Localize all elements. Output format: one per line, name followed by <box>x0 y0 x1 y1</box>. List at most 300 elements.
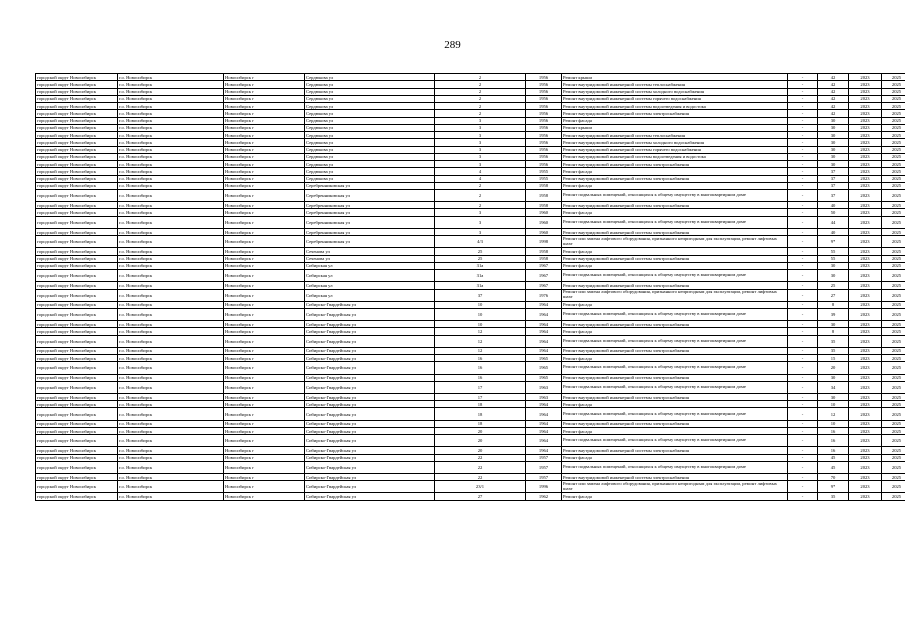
city-cell: Новосибирск г <box>224 182 305 189</box>
house-number-cell: 4 <box>435 175 526 182</box>
volume-cell: 30 <box>818 262 849 269</box>
dash-cell: - <box>788 454 818 461</box>
municipality-cell: городской округ Новосибирск <box>36 447 118 454</box>
municipality-cell: городской округ Новосибирск <box>36 335 118 347</box>
city-cell: Новосибирск г <box>224 328 305 335</box>
volume-cell: 30 <box>818 321 849 328</box>
year-cell: 1964 <box>526 335 562 347</box>
city-cell: Новосибирск г <box>224 255 305 262</box>
volume-cell: 35 <box>818 347 849 354</box>
district-cell: г.о. Новосибирск <box>118 216 224 228</box>
city-cell: Новосибирск г <box>224 301 305 308</box>
house-number-cell: 2 <box>435 74 526 81</box>
volume-cell: 9* <box>818 481 849 493</box>
municipality-cell: городской округ Новосибирск <box>36 308 118 320</box>
district-cell: г.о. Новосибирск <box>118 335 224 347</box>
house-number-cell: 37 <box>435 289 526 301</box>
year-cell: 1964 <box>526 401 562 408</box>
table-row <box>36 301 905 308</box>
end-year-cell: 2025 <box>882 255 905 262</box>
year-cell: 1957 <box>526 474 562 481</box>
table-row <box>36 117 905 124</box>
start-year-cell: 2023 <box>849 74 882 81</box>
year-cell: 1967 <box>526 270 562 282</box>
end-year-cell: 2025 <box>882 139 905 146</box>
city-cell: Новосибирск г <box>224 308 305 320</box>
street-cell: Сибирская ул <box>305 262 435 269</box>
year-cell: 1965 <box>526 355 562 362</box>
dash-cell: - <box>788 362 818 374</box>
start-year-cell: 2023 <box>849 270 882 282</box>
year-cell: 1964 <box>526 420 562 427</box>
work-type-cell: Ремонт фасада <box>562 355 788 362</box>
end-year-cell: 2025 <box>882 175 905 182</box>
volume-cell: 30 <box>818 117 849 124</box>
start-year-cell: 2023 <box>849 408 882 420</box>
dash-cell: - <box>788 435 818 447</box>
street-cell: Сибирско-Гвардейская ул <box>305 408 435 420</box>
street-cell: Сибирско-Гвардейская ул <box>305 493 435 500</box>
table-row <box>36 216 905 228</box>
district-cell: г.о. Новосибирск <box>118 153 224 160</box>
district-cell: г.о. Новосибирск <box>118 161 224 168</box>
house-number-cell: 2 <box>435 110 526 117</box>
house-number-cell: 2 <box>435 202 526 209</box>
city-cell: Новосибирск г <box>224 248 305 255</box>
work-type-cell: Ремонт или замена лифтового оборудования, признанного непригодным для эксплуатации, ремонт лифтовых шахт <box>562 289 788 301</box>
year-cell: 1960 <box>526 216 562 228</box>
house-number-cell: 12 <box>435 347 526 354</box>
district-cell: г.о. Новосибирск <box>118 493 224 500</box>
street-cell: Сибирско-Гвардейская ул <box>305 335 435 347</box>
year-cell: 1996 <box>526 481 562 493</box>
city-cell: Новосибирск г <box>224 355 305 362</box>
volume-cell: 45 <box>818 454 849 461</box>
work-type-cell: Ремонт внутридомовой инженерной системы горячего водоснабжения <box>562 146 788 153</box>
dash-cell: - <box>788 447 818 454</box>
house-number-cell: 12 <box>435 328 526 335</box>
house-number-cell: 17 <box>435 393 526 400</box>
end-year-cell: 2025 <box>882 110 905 117</box>
year-cell: 1956 <box>526 139 562 146</box>
city-cell: Новосибирск г <box>224 321 305 328</box>
house-number-cell: 2 <box>435 182 526 189</box>
municipality-cell: городской округ Новосибирск <box>36 481 118 493</box>
district-cell: г.о. Новосибирск <box>118 308 224 320</box>
table-row <box>36 262 905 269</box>
end-year-cell: 2025 <box>882 493 905 500</box>
start-year-cell: 2023 <box>849 161 882 168</box>
district-cell: г.о. Новосибирск <box>118 81 224 88</box>
district-cell: г.о. Новосибирск <box>118 175 224 182</box>
municipality-cell: городской округ Новосибирск <box>36 474 118 481</box>
work-type-cell: Ремонт подвальных помещений, относящихся к общему имуществу в многоквартирном доме <box>562 381 788 393</box>
city-cell: Новосибирск г <box>224 461 305 473</box>
city-cell: Новосибирск г <box>224 427 305 434</box>
start-year-cell: 2023 <box>849 493 882 500</box>
work-type-cell: Ремонт внутридомовой инженерной системы электроснабжения <box>562 347 788 354</box>
dash-cell: - <box>788 461 818 473</box>
municipality-cell: городской округ Новосибирск <box>36 301 118 308</box>
street-cell: Сердюкова ул <box>305 168 435 175</box>
work-type-cell: Ремонт фасада <box>562 182 788 189</box>
work-type-cell: Ремонт фасада <box>562 168 788 175</box>
work-type-cell: Ремонт внутридомовой инженерной системы электроснабжения <box>562 228 788 235</box>
end-year-cell: 2025 <box>882 461 905 473</box>
volume-cell: 70 <box>818 474 849 481</box>
municipality-cell: городской округ Новосибирск <box>36 228 118 235</box>
house-number-cell: 20 <box>435 427 526 434</box>
city-cell: Новосибирск г <box>224 153 305 160</box>
district-cell: г.о. Новосибирск <box>118 393 224 400</box>
work-type-cell: Ремонт фасада <box>562 209 788 216</box>
city-cell: Новосибирск г <box>224 420 305 427</box>
dash-cell: - <box>788 74 818 81</box>
start-year-cell: 2023 <box>849 374 882 381</box>
city-cell: Новосибирск г <box>224 262 305 269</box>
district-cell: г.о. Новосибирск <box>118 461 224 473</box>
house-number-cell: 3 <box>435 228 526 235</box>
street-cell: Сибирско-Гвардейская ул <box>305 474 435 481</box>
municipality-cell: городской округ Новосибирск <box>36 347 118 354</box>
volume-cell: 37 <box>818 190 849 202</box>
street-cell: Сердюкова ул <box>305 175 435 182</box>
house-number-cell: 31а <box>435 282 526 289</box>
district-cell: г.о. Новосибирск <box>118 420 224 427</box>
start-year-cell: 2023 <box>849 427 882 434</box>
house-number-cell: 2 <box>435 81 526 88</box>
city-cell: Новосибирск г <box>224 289 305 301</box>
work-type-cell: Ремонт внутридомовой инженерной системы электроснабжения <box>562 420 788 427</box>
dash-cell: - <box>788 474 818 481</box>
table-row <box>36 168 905 175</box>
dash-cell: - <box>788 355 818 362</box>
work-type-cell: Ремонт фасада <box>562 454 788 461</box>
start-year-cell: 2023 <box>849 216 882 228</box>
work-type-cell: Ремонт фасада <box>562 427 788 434</box>
dash-cell: - <box>788 408 818 420</box>
dash-cell: - <box>788 175 818 182</box>
dash-cell: - <box>788 270 818 282</box>
volume-cell: 16 <box>818 427 849 434</box>
municipality-cell: городской округ Новосибирск <box>36 88 118 95</box>
street-cell: Сердюкова ул <box>305 103 435 110</box>
street-cell: Сибирско-Гвардейская ул <box>305 321 435 328</box>
street-cell: Сердюкова ул <box>305 132 435 139</box>
district-cell: г.о. Новосибирск <box>118 209 224 216</box>
house-number-cell: 3 <box>435 209 526 216</box>
end-year-cell: 2025 <box>882 146 905 153</box>
end-year-cell: 2025 <box>882 88 905 95</box>
street-cell: Сердюкова ул <box>305 124 435 131</box>
end-year-cell: 2025 <box>882 328 905 335</box>
year-cell: 1965 <box>526 362 562 374</box>
dash-cell: - <box>788 374 818 381</box>
dash-cell: - <box>788 347 818 354</box>
work-type-cell: Ремонт подвальных помещений, относящихся к общему имуществу в многоквартирном доме <box>562 408 788 420</box>
year-cell: 1957 <box>526 454 562 461</box>
volume-cell: 16 <box>818 435 849 447</box>
dash-cell: - <box>788 328 818 335</box>
work-type-cell: Ремонт внутридомовой инженерной системы электроснабжения <box>562 321 788 328</box>
district-cell: г.о. Новосибирск <box>118 182 224 189</box>
volume-cell: 55 <box>818 255 849 262</box>
city-cell: Новосибирск г <box>224 168 305 175</box>
city-cell: Новосибирск г <box>224 493 305 500</box>
city-cell: Новосибирск г <box>224 347 305 354</box>
start-year-cell: 2023 <box>849 401 882 408</box>
table-row <box>36 308 905 320</box>
table-row <box>36 393 905 400</box>
district-cell: г.о. Новосибирск <box>118 454 224 461</box>
dash-cell: - <box>788 481 818 493</box>
end-year-cell: 2025 <box>882 74 905 81</box>
year-cell: 1964 <box>526 301 562 308</box>
volume-cell: 8 <box>818 328 849 335</box>
volume-cell: 30 <box>818 374 849 381</box>
year-cell: 1955 <box>526 168 562 175</box>
district-cell: г.о. Новосибирск <box>118 381 224 393</box>
table-row <box>36 408 905 420</box>
start-year-cell: 2023 <box>849 282 882 289</box>
start-year-cell: 2023 <box>849 132 882 139</box>
house-number-cell: 23/1 <box>435 481 526 493</box>
table-row <box>36 124 905 131</box>
end-year-cell: 2025 <box>882 248 905 255</box>
table-row <box>36 289 905 301</box>
dash-cell: - <box>788 190 818 202</box>
street-cell: Сибирская ул <box>305 282 435 289</box>
table-row <box>36 132 905 139</box>
end-year-cell: 2025 <box>882 435 905 447</box>
start-year-cell: 2023 <box>849 88 882 95</box>
work-type-cell: Ремонт внутридомовой инженерной системы электроснабжения <box>562 175 788 182</box>
city-cell: Новосибирск г <box>224 110 305 117</box>
district-cell: г.о. Новосибирск <box>118 435 224 447</box>
street-cell: Сибирско-Гвардейская ул <box>305 362 435 374</box>
work-type-cell: Ремонт фасада <box>562 301 788 308</box>
end-year-cell: 2025 <box>882 262 905 269</box>
year-cell: 1956 <box>526 132 562 139</box>
end-year-cell: 2025 <box>882 447 905 454</box>
district-cell: г.о. Новосибирск <box>118 301 224 308</box>
table-row <box>36 427 905 434</box>
end-year-cell: 2025 <box>882 289 905 301</box>
municipality-cell: городской округ Новосибирск <box>36 461 118 473</box>
dash-cell: - <box>788 202 818 209</box>
work-type-cell: Ремонт или замена лифтового оборудования, признанного непригодным для эксплуатации, ремонт лифтовых шахт <box>562 481 788 493</box>
start-year-cell: 2023 <box>849 335 882 347</box>
start-year-cell: 2023 <box>849 236 882 248</box>
year-cell: 1956 <box>526 161 562 168</box>
municipality-cell: городской округ Новосибирск <box>36 270 118 282</box>
year-cell: 1958 <box>526 182 562 189</box>
end-year-cell: 2025 <box>882 190 905 202</box>
table-row <box>36 355 905 362</box>
municipality-cell: городской округ Новосибирск <box>36 117 118 124</box>
dash-cell: - <box>788 110 818 117</box>
house-number-cell: 31а <box>435 262 526 269</box>
year-cell: 1956 <box>526 74 562 81</box>
work-type-cell: Ремонт внутридомовой инженерной системы теплоснабжения <box>562 132 788 139</box>
table-row <box>36 182 905 189</box>
municipality-cell: городской округ Новосибирск <box>36 321 118 328</box>
start-year-cell: 2023 <box>849 117 882 124</box>
dash-cell: - <box>788 209 818 216</box>
table-row <box>36 270 905 282</box>
house-number-cell: 25 <box>435 248 526 255</box>
house-number-cell: 10 <box>435 308 526 320</box>
end-year-cell: 2025 <box>882 202 905 209</box>
street-cell: Сибирская ул <box>305 270 435 282</box>
street-cell: Сердюкова ул <box>305 153 435 160</box>
city-cell: Новосибирск г <box>224 481 305 493</box>
district-cell: г.о. Новосибирск <box>118 168 224 175</box>
table-row <box>36 493 905 500</box>
year-cell: 1958 <box>526 202 562 209</box>
year-cell: 1956 <box>526 153 562 160</box>
work-type-cell: Ремонт подвальных помещений, относящихся к общему имуществу в многоквартирном доме <box>562 335 788 347</box>
volume-cell: 45 <box>818 461 849 473</box>
district-cell: г.о. Новосибирск <box>118 427 224 434</box>
house-number-cell: 22 <box>435 474 526 481</box>
start-year-cell: 2023 <box>849 301 882 308</box>
city-cell: Новосибирск г <box>224 454 305 461</box>
year-cell: 1998 <box>526 236 562 248</box>
dash-cell: - <box>788 401 818 408</box>
year-cell: 1965 <box>526 374 562 381</box>
volume-cell: 30 <box>818 161 849 168</box>
house-number-cell: 12 <box>435 335 526 347</box>
start-year-cell: 2023 <box>849 420 882 427</box>
district-cell: г.о. Новосибирск <box>118 355 224 362</box>
city-cell: Новосибирск г <box>224 435 305 447</box>
district-cell: г.о. Новосибирск <box>118 447 224 454</box>
city-cell: Новосибирск г <box>224 209 305 216</box>
end-year-cell: 2025 <box>882 168 905 175</box>
volume-cell: 42 <box>818 110 849 117</box>
volume-cell: 37 <box>818 175 849 182</box>
street-cell: Сибирско-Гвардейская ул <box>305 481 435 493</box>
house-number-cell: 10 <box>435 321 526 328</box>
municipality-cell: городской округ Новосибирск <box>36 255 118 262</box>
municipality-cell: городской округ Новосибирск <box>36 153 118 160</box>
start-year-cell: 2023 <box>849 209 882 216</box>
municipality-cell: городской округ Новосибирск <box>36 362 118 374</box>
house-number-cell: 3 <box>435 132 526 139</box>
street-cell: Сибирско-Гвардейская ул <box>305 401 435 408</box>
volume-cell: 15 <box>818 355 849 362</box>
street-cell: Сердюкова ул <box>305 95 435 102</box>
street-cell: Сибирско-Гвардейская ул <box>305 393 435 400</box>
start-year-cell: 2023 <box>849 103 882 110</box>
district-cell: г.о. Новосибирск <box>118 110 224 117</box>
table-row <box>36 190 905 202</box>
municipality-cell: городской округ Новосибирск <box>36 124 118 131</box>
table-row <box>36 88 905 95</box>
work-type-cell: Ремонт крыши <box>562 124 788 131</box>
city-cell: Новосибирск г <box>224 139 305 146</box>
year-cell: 1956 <box>526 81 562 88</box>
end-year-cell: 2025 <box>882 182 905 189</box>
city-cell: Новосибирск г <box>224 270 305 282</box>
municipality-cell: городской округ Новосибирск <box>36 161 118 168</box>
house-number-cell: 22 <box>435 461 526 473</box>
end-year-cell: 2025 <box>882 321 905 328</box>
table-row <box>36 362 905 374</box>
city-cell: Новосибирск г <box>224 447 305 454</box>
end-year-cell: 2025 <box>882 454 905 461</box>
municipality-cell: городской округ Новосибирск <box>36 328 118 335</box>
volume-cell: 42 <box>818 103 849 110</box>
dash-cell: - <box>788 255 818 262</box>
city-cell: Новосибирск г <box>224 146 305 153</box>
table-row <box>36 103 905 110</box>
volume-cell: 8 <box>818 301 849 308</box>
year-cell: 1967 <box>526 262 562 269</box>
city-cell: Новосибирск г <box>224 103 305 110</box>
end-year-cell: 2025 <box>882 132 905 139</box>
district-cell: г.о. Новосибирск <box>118 117 224 124</box>
house-number-cell: 16 <box>435 362 526 374</box>
district-cell: г.о. Новосибирск <box>118 88 224 95</box>
work-type-cell: Ремонт внутридомовой инженерной системы электроснабжения <box>562 202 788 209</box>
street-cell: Сибирско-Гвардейская ул <box>305 374 435 381</box>
dash-cell: - <box>788 168 818 175</box>
municipality-cell: городской округ Новосибирск <box>36 454 118 461</box>
start-year-cell: 2023 <box>849 481 882 493</box>
dash-cell: - <box>788 124 818 131</box>
table-row <box>36 255 905 262</box>
start-year-cell: 2023 <box>849 81 882 88</box>
municipality-cell: городской округ Новосибирск <box>36 248 118 255</box>
dash-cell: - <box>788 182 818 189</box>
volume-cell: 34 <box>818 381 849 393</box>
volume-cell: 30 <box>818 124 849 131</box>
house-number-cell: 16 <box>435 374 526 381</box>
work-type-cell: Ремонт внутридомовой инженерной системы электроснабжения <box>562 161 788 168</box>
table-row <box>36 474 905 481</box>
volume-cell: 35 <box>818 335 849 347</box>
volume-cell: 42 <box>818 81 849 88</box>
start-year-cell: 2023 <box>849 95 882 102</box>
volume-cell: 35 <box>818 493 849 500</box>
municipality-cell: городской округ Новосибирск <box>36 262 118 269</box>
start-year-cell: 2023 <box>849 182 882 189</box>
district-cell: г.о. Новосибирск <box>118 202 224 209</box>
dash-cell: - <box>788 308 818 320</box>
house-number-cell: 2 <box>435 95 526 102</box>
start-year-cell: 2023 <box>849 228 882 235</box>
street-cell: Серебренниковская ул <box>305 190 435 202</box>
year-cell: 1955 <box>526 175 562 182</box>
page-number: 289 <box>444 39 461 51</box>
street-cell: Сердюкова ул <box>305 139 435 146</box>
street-cell: Сибирско-Гвардейская ул <box>305 347 435 354</box>
year-cell: 1956 <box>526 146 562 153</box>
street-cell: Сибирско-Гвардейская ул <box>305 435 435 447</box>
dash-cell: - <box>788 103 818 110</box>
table-row <box>36 146 905 153</box>
street-cell: Сердюкова ул <box>305 117 435 124</box>
street-cell: Сеченова ул <box>305 255 435 262</box>
start-year-cell: 2023 <box>849 146 882 153</box>
house-number-cell: 20 <box>435 435 526 447</box>
end-year-cell: 2025 <box>882 355 905 362</box>
volume-cell: 10 <box>818 401 849 408</box>
municipality-cell: городской округ Новосибирск <box>36 289 118 301</box>
district-cell: г.о. Новосибирск <box>118 282 224 289</box>
